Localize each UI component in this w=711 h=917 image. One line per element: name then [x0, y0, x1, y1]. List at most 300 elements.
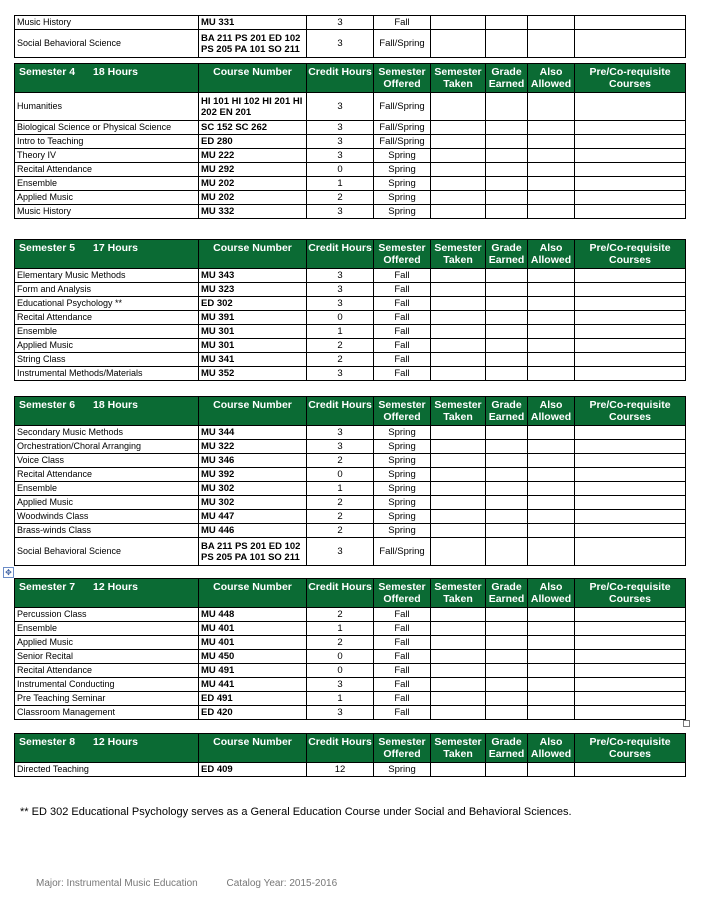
course-number: MU 301 — [199, 325, 307, 339]
course-name: Elementary Music Methods — [15, 269, 199, 283]
table-row — [15, 205, 686, 219]
course-number: MU 344 — [199, 426, 307, 440]
semester-offered: Spring — [374, 177, 431, 191]
prereq-cell — [575, 440, 686, 454]
course-number: MU 352 — [199, 367, 307, 381]
header-semester-taken: Semester Taken — [431, 240, 486, 269]
semester-title — [15, 397, 199, 426]
credit-hours: 3 — [307, 678, 374, 692]
grade-earned-cell — [486, 30, 528, 58]
course-name: Pre Teaching Seminar — [15, 692, 199, 706]
course-number: BA 211 PS 201 ED 102 PS 205 PA 101 SO 211 — [199, 538, 307, 566]
prereq-cell — [575, 297, 686, 311]
course-name: Social Behavioral Science — [15, 30, 199, 58]
semester-offered: Fall — [374, 650, 431, 664]
course-name: Recital Attendance — [15, 163, 199, 177]
grade-earned-cell — [486, 269, 528, 283]
header-also-allowed: Also Allowed — [528, 734, 575, 763]
header-semester-offered: Semester Offered — [374, 64, 431, 93]
semester-taken-cell — [431, 706, 486, 720]
semester-offered: Fall — [374, 297, 431, 311]
course-number: BA 211 PS 201 ED 102 PS 205 PA 101 SO 211 — [199, 30, 307, 58]
semester-offered: Fall — [374, 678, 431, 692]
also-allowed-cell — [528, 440, 575, 454]
course-number: MU 341 — [199, 353, 307, 367]
semester-taken-cell — [431, 353, 486, 367]
credit-hours: 3 — [307, 367, 374, 381]
table-row — [15, 664, 686, 678]
semester-taken-cell — [431, 440, 486, 454]
semester-taken-cell — [431, 763, 486, 777]
table-row — [15, 468, 686, 482]
semester-taken-cell — [431, 524, 486, 538]
course-name: String Class — [15, 353, 199, 367]
header-prereq-courses: Pre/Co-requisite Courses — [575, 240, 686, 269]
table-row — [15, 622, 686, 636]
semester-taken-cell — [431, 205, 486, 219]
header-credit-hours: Credit Hours — [307, 240, 374, 269]
prereq-cell — [575, 538, 686, 566]
course-number: MU 392 — [199, 468, 307, 482]
also-allowed-cell — [528, 454, 575, 468]
also-allowed-cell — [528, 664, 575, 678]
also-allowed-cell — [528, 650, 575, 664]
semester-taken-cell — [431, 664, 486, 678]
header-grade-earned: Grade Earned — [486, 240, 528, 269]
semester-taken-cell — [431, 482, 486, 496]
prereq-cell — [575, 622, 686, 636]
credit-hours: 3 — [307, 269, 374, 283]
semester-taken-cell — [431, 468, 486, 482]
semester-8-table — [14, 733, 686, 777]
prereq-cell — [575, 205, 686, 219]
course-number: ED 302 — [199, 297, 307, 311]
header-course-number: Course Number — [199, 397, 307, 426]
semester-header-row — [15, 397, 686, 426]
also-allowed-cell — [528, 678, 575, 692]
header-credit-hours: Credit Hours — [307, 734, 374, 763]
header-prereq-courses: Pre/Co-requisite Courses — [575, 64, 686, 93]
credit-hours: 2 — [307, 454, 374, 468]
semester-offered: Spring — [374, 496, 431, 510]
prereq-cell — [575, 353, 686, 367]
semester-taken-cell — [431, 283, 486, 297]
course-name: Humanities — [15, 93, 199, 121]
course-name: Ensemble — [15, 325, 199, 339]
course-number: MU 202 — [199, 177, 307, 191]
credit-hours: 3 — [307, 149, 374, 163]
grade-earned-cell — [486, 524, 528, 538]
course-name: Woodwinds Class — [15, 510, 199, 524]
semester-offered: Spring — [374, 163, 431, 177]
semester-label: Semester 8 — [19, 736, 76, 748]
credit-hours: 2 — [307, 191, 374, 205]
course-name: Recital Attendance — [15, 311, 199, 325]
table-row — [15, 763, 686, 777]
semester-offered: Fall/Spring — [374, 121, 431, 135]
table-row — [15, 636, 686, 650]
prereq-cell — [575, 692, 686, 706]
semester-offered: Spring — [374, 524, 431, 538]
table-row — [15, 367, 686, 381]
credit-hours: 3 — [307, 538, 374, 566]
grade-earned-cell — [486, 205, 528, 219]
prereq-cell — [575, 763, 686, 777]
table-row — [15, 454, 686, 468]
prereq-cell — [575, 283, 686, 297]
header-course-number: Course Number — [199, 240, 307, 269]
semester-offered: Fall/Spring — [374, 538, 431, 566]
course-name: Social Behavioral Science — [15, 538, 199, 566]
semester-taken-cell — [431, 454, 486, 468]
table-row — [15, 93, 686, 121]
semester-header-row — [15, 579, 686, 608]
credit-hours: 2 — [307, 636, 374, 650]
semester-taken-cell — [431, 121, 486, 135]
course-name: Intro to Teaching — [15, 135, 199, 149]
header-credit-hours: Credit Hours — [307, 579, 374, 608]
resize-handle-icon[interactable] — [683, 720, 690, 727]
grade-earned-cell — [486, 510, 528, 524]
semester-6-table — [14, 396, 686, 566]
header-credit-hours: Credit Hours — [307, 64, 374, 93]
semester-offered: Fall — [374, 608, 431, 622]
prereq-cell — [575, 339, 686, 353]
course-name: Brass-winds Class — [15, 524, 199, 538]
course-name: Applied Music — [15, 636, 199, 650]
credit-hours: 3 — [307, 426, 374, 440]
also-allowed-cell — [528, 538, 575, 566]
semester-label: Semester 5 — [19, 242, 76, 254]
semester-offered: Fall — [374, 664, 431, 678]
course-name: Music History — [15, 16, 199, 30]
grade-earned-cell — [486, 16, 528, 30]
semester-label: Semester 6 — [19, 399, 76, 411]
also-allowed-cell — [528, 325, 575, 339]
semester-taken-cell — [431, 135, 486, 149]
prereq-cell — [575, 191, 686, 205]
course-name: Orchestration/Choral Arranging — [15, 440, 199, 454]
semester-3-table-tail — [14, 15, 686, 58]
course-number: MU 302 — [199, 496, 307, 510]
course-name: Applied Music — [15, 339, 199, 353]
semester-hours: 18 Hours — [93, 66, 138, 78]
table-row — [15, 692, 686, 706]
course-number: MU 222 — [199, 149, 307, 163]
page-footer — [36, 878, 337, 889]
footnote: ** ED 302 Educational Psychology serves as a General Education Course under Social and Behavioral Sciences. — [20, 806, 572, 818]
semester-title — [15, 734, 199, 763]
semester-offered: Spring — [374, 426, 431, 440]
grade-earned-cell — [486, 538, 528, 566]
table-row — [15, 311, 686, 325]
credit-hours: 3 — [307, 205, 374, 219]
prereq-cell — [575, 93, 686, 121]
also-allowed-cell — [528, 30, 575, 58]
course-name: Instrumental Methods/Materials — [15, 367, 199, 381]
also-allowed-cell — [528, 367, 575, 381]
header-grade-earned: Grade Earned — [486, 64, 528, 93]
semester-hours: 17 Hours — [93, 242, 138, 254]
grade-earned-cell — [486, 353, 528, 367]
table-row — [15, 177, 686, 191]
prereq-cell — [575, 426, 686, 440]
also-allowed-cell — [528, 311, 575, 325]
semester-taken-cell — [431, 177, 486, 191]
grade-earned-cell — [486, 311, 528, 325]
also-allowed-cell — [528, 177, 575, 191]
semester-4-table — [14, 63, 686, 219]
table-row — [15, 191, 686, 205]
semester-7-table — [14, 578, 686, 720]
table-row — [15, 16, 686, 30]
prereq-cell — [575, 16, 686, 30]
grade-earned-cell — [486, 468, 528, 482]
credit-hours: 0 — [307, 311, 374, 325]
course-name: Theory IV — [15, 149, 199, 163]
prereq-cell — [575, 269, 686, 283]
course-name: Recital Attendance — [15, 664, 199, 678]
semester-header-row — [15, 734, 686, 763]
also-allowed-cell — [528, 426, 575, 440]
grade-earned-cell — [486, 496, 528, 510]
also-allowed-cell — [528, 496, 575, 510]
prereq-cell — [575, 454, 686, 468]
semester-5-table — [14, 239, 686, 381]
credit-hours: 2 — [307, 339, 374, 353]
prereq-cell — [575, 650, 686, 664]
course-number: MU 292 — [199, 163, 307, 177]
grade-earned-cell — [486, 650, 528, 664]
credit-hours: 1 — [307, 692, 374, 706]
grade-earned-cell — [486, 325, 528, 339]
header-semester-offered: Semester Offered — [374, 397, 431, 426]
header-grade-earned: Grade Earned — [486, 579, 528, 608]
credit-hours: 3 — [307, 30, 374, 58]
credit-hours: 3 — [307, 297, 374, 311]
also-allowed-cell — [528, 16, 575, 30]
credit-hours: 0 — [307, 163, 374, 177]
also-allowed-cell — [528, 135, 575, 149]
prereq-cell — [575, 706, 686, 720]
prereq-cell — [575, 311, 686, 325]
grade-earned-cell — [486, 692, 528, 706]
course-name: Directed Teaching — [15, 763, 199, 777]
header-also-allowed: Also Allowed — [528, 397, 575, 426]
grade-earned-cell — [486, 622, 528, 636]
also-allowed-cell — [528, 482, 575, 496]
semester-taken-cell — [431, 269, 486, 283]
credit-hours: 3 — [307, 283, 374, 297]
semester-hours: 18 Hours — [93, 399, 138, 411]
semester-taken-cell — [431, 30, 486, 58]
semester-header-row — [15, 64, 686, 93]
semester-taken-cell — [431, 608, 486, 622]
header-prereq-courses: Pre/Co-requisite Courses — [575, 397, 686, 426]
semester-offered: Spring — [374, 440, 431, 454]
also-allowed-cell — [528, 339, 575, 353]
course-name: Senior Recital — [15, 650, 199, 664]
semester-offered: Fall — [374, 339, 431, 353]
table-row — [15, 510, 686, 524]
course-number: MU 441 — [199, 678, 307, 692]
credit-hours: 2 — [307, 608, 374, 622]
header-prereq-courses: Pre/Co-requisite Courses — [575, 734, 686, 763]
course-number: MU 391 — [199, 311, 307, 325]
semester-taken-cell — [431, 496, 486, 510]
credit-hours: 2 — [307, 510, 374, 524]
course-number: MU 332 — [199, 205, 307, 219]
course-name: Educational Psychology ** — [15, 297, 199, 311]
course-name: Form and Analysis — [15, 283, 199, 297]
prereq-cell — [575, 325, 686, 339]
semester-taken-cell — [431, 297, 486, 311]
semester-offered: Fall — [374, 706, 431, 720]
table-row — [15, 608, 686, 622]
table-row — [15, 163, 686, 177]
also-allowed-cell — [528, 468, 575, 482]
prereq-cell — [575, 636, 686, 650]
prereq-cell — [575, 664, 686, 678]
semester-offered: Fall — [374, 269, 431, 283]
course-number: MU 202 — [199, 191, 307, 205]
table-row — [15, 325, 686, 339]
semester-taken-cell — [431, 16, 486, 30]
semester-taken-cell — [431, 538, 486, 566]
prereq-cell — [575, 496, 686, 510]
prereq-cell — [575, 367, 686, 381]
header-also-allowed: Also Allowed — [528, 64, 575, 93]
table-row — [15, 482, 686, 496]
semester-hours: 12 Hours — [93, 736, 138, 748]
table-row — [15, 269, 686, 283]
table-row — [15, 426, 686, 440]
course-name: Ensemble — [15, 177, 199, 191]
semester-offered: Fall/Spring — [374, 93, 431, 121]
credit-hours: 3 — [307, 93, 374, 121]
semester-offered: Spring — [374, 510, 431, 524]
also-allowed-cell — [528, 622, 575, 636]
course-name: Recital Attendance — [15, 468, 199, 482]
header-semester-taken: Semester Taken — [431, 397, 486, 426]
credit-hours: 0 — [307, 650, 374, 664]
also-allowed-cell — [528, 191, 575, 205]
also-allowed-cell — [528, 297, 575, 311]
footer-major: Major: Instrumental Music Education — [36, 878, 198, 889]
prereq-cell — [575, 163, 686, 177]
semester-offered: Spring — [374, 205, 431, 219]
semester-offered: Fall — [374, 622, 431, 636]
course-number: MU 346 — [199, 454, 307, 468]
semester-offered: Fall — [374, 353, 431, 367]
also-allowed-cell — [528, 93, 575, 121]
grade-earned-cell — [486, 191, 528, 205]
course-number: MU 301 — [199, 339, 307, 353]
also-allowed-cell — [528, 636, 575, 650]
semester-offered: Spring — [374, 482, 431, 496]
course-number: MU 343 — [199, 269, 307, 283]
course-number: MU 447 — [199, 510, 307, 524]
grade-earned-cell — [486, 149, 528, 163]
table-row — [15, 353, 686, 367]
grade-earned-cell — [486, 297, 528, 311]
header-grade-earned: Grade Earned — [486, 397, 528, 426]
move-anchor-icon[interactable]: ✥ — [3, 567, 14, 578]
course-name: Percussion Class — [15, 608, 199, 622]
prereq-cell — [575, 678, 686, 692]
course-name: Instrumental Conducting — [15, 678, 199, 692]
also-allowed-cell — [528, 706, 575, 720]
header-semester-taken: Semester Taken — [431, 734, 486, 763]
grade-earned-cell — [486, 339, 528, 353]
table-row — [15, 440, 686, 454]
semester-offered: Spring — [374, 763, 431, 777]
course-number: MU 448 — [199, 608, 307, 622]
course-number: MU 491 — [199, 664, 307, 678]
table-row — [15, 524, 686, 538]
table-row — [15, 496, 686, 510]
also-allowed-cell — [528, 283, 575, 297]
course-name: Ensemble — [15, 482, 199, 496]
table-row — [15, 339, 686, 353]
grade-earned-cell — [486, 163, 528, 177]
semester-title — [15, 579, 199, 608]
course-name: Music History — [15, 205, 199, 219]
semester-offered: Fall — [374, 311, 431, 325]
grade-earned-cell — [486, 664, 528, 678]
semester-offered: Fall/Spring — [374, 30, 431, 58]
grade-earned-cell — [486, 121, 528, 135]
course-number: MU 401 — [199, 622, 307, 636]
header-also-allowed: Also Allowed — [528, 240, 575, 269]
semester-header-row — [15, 240, 686, 269]
prereq-cell — [575, 524, 686, 538]
course-number: ED 280 — [199, 135, 307, 149]
also-allowed-cell — [528, 510, 575, 524]
also-allowed-cell — [528, 524, 575, 538]
semester-taken-cell — [431, 678, 486, 692]
course-number: MU 450 — [199, 650, 307, 664]
semester-offered: Fall — [374, 636, 431, 650]
semester-taken-cell — [431, 692, 486, 706]
credit-hours: 3 — [307, 440, 374, 454]
course-number: ED 420 — [199, 706, 307, 720]
credit-hours: 0 — [307, 664, 374, 678]
header-semester-offered: Semester Offered — [374, 240, 431, 269]
grade-earned-cell — [486, 135, 528, 149]
grade-earned-cell — [486, 482, 528, 496]
credit-hours: 3 — [307, 706, 374, 720]
semester-offered: Spring — [374, 468, 431, 482]
table-row — [15, 135, 686, 149]
semester-offered: Spring — [374, 454, 431, 468]
course-number: HI 101 HI 102 HI 201 HI 202 EN 201 — [199, 93, 307, 121]
grade-earned-cell — [486, 440, 528, 454]
header-semester-taken: Semester Taken — [431, 579, 486, 608]
header-credit-hours: Credit Hours — [307, 397, 374, 426]
credit-hours: 2 — [307, 496, 374, 510]
header-semester-offered: Semester Offered — [374, 579, 431, 608]
credit-hours: 0 — [307, 468, 374, 482]
also-allowed-cell — [528, 121, 575, 135]
course-number: MU 401 — [199, 636, 307, 650]
grade-earned-cell — [486, 283, 528, 297]
credit-hours: 1 — [307, 622, 374, 636]
also-allowed-cell — [528, 353, 575, 367]
course-number: ED 491 — [199, 692, 307, 706]
course-name: Applied Music — [15, 496, 199, 510]
table-row — [15, 538, 686, 566]
